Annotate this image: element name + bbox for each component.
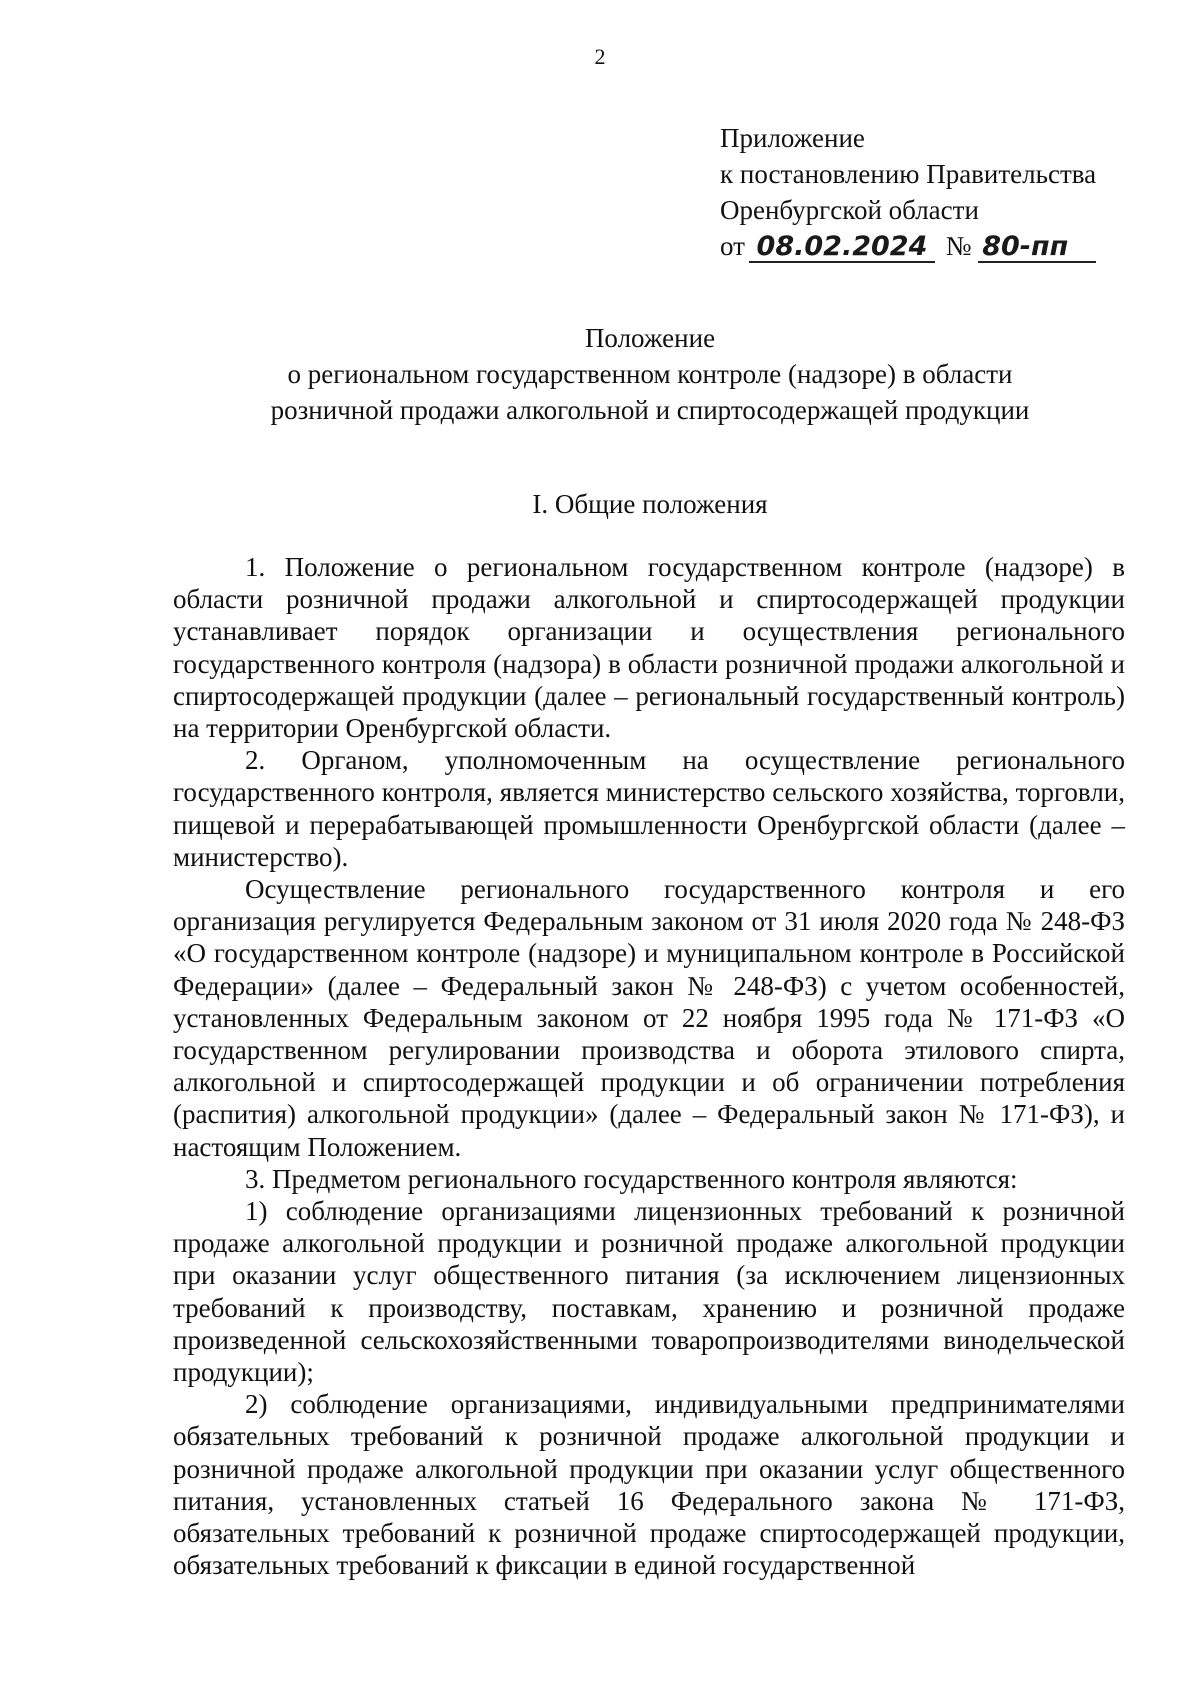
annex-block <box>720 120 1096 264</box>
document-title <box>170 320 1130 428</box>
annex-date-handwritten: 08.02.2024 <box>749 233 935 263</box>
document-body <box>173 551 1125 1582</box>
annex-number-sign: № <box>945 231 972 261</box>
paragraph: 2. Органом, уполномоченным на осуществление регионального государственного контроля, является министерство сельского хозяйства, торговли, пищевой и перерабатывающей промышленности Оренбургской области (далее – министерство). <box>173 745 1125 872</box>
annex-date-line <box>720 228 1096 264</box>
page-number: 2 <box>594 44 606 69</box>
paragraph: 2) соблюдение организациями, индивидуальными предпринимателями обязательных требований к розничной продаже алкогольной продукции и розничной продаже алкогольной продукции при оказании услуг общественного питания, установленных статьей 16 Федерального закона № 171-ФЗ, обязательных требований к розничной продаже спиртосодержащей продукции, обязательных требований к фиксации в единой государственной <box>173 1389 1125 1581</box>
annex-line-2: к постановлению Правительства <box>720 159 1097 189</box>
paragraph: 3. Предметом регионального государственного контроля являются: <box>245 1163 1018 1194</box>
annex-number-handwritten: 80-пп <box>978 233 1096 263</box>
paragraph: Осуществление регионального государственного контроля и его организация регулируется Федеральным законом от 31 июля 2020 года № 248-ФЗ «О государственном контроле (надзоре) и муниципальном контроле в Российской Федерации» (далее – Федеральный закон № 248-ФЗ) с учетом особенностей, установленных Федеральным законом от 22 ноября 1995 года № 171-ФЗ «О государственном регулировании производства и оборота этилового спирта, алкогольной и спиртосодержащей продукции и об ограничении потребления (распития) алкогольной продукции» (далее – Федеральный закон № 171-ФЗ), и настоящим Положением. <box>173 874 1125 1162</box>
title-line-3: розничной продажи алкогольной и спиртосодержащей продукции <box>270 395 1030 425</box>
paragraph: 1. Положение о региональном государственном контроле (надзоре) в области розничной продажи алкогольной и спиртосодержащей продукции устанавливает порядок организации и осуществления регионального государственного контроля (надзора) в области розничной продажи алкогольной и спиртосодержащей продукции (далее – региональный государственный контроль) на территории Оренбургской области. <box>173 552 1125 744</box>
title-line-2: о региональном государственном контроле (надзоре) в области <box>287 359 1013 389</box>
annex-line-3: Оренбургской области <box>720 195 979 225</box>
paragraph: 1) соблюдение организациями лицензионных требований к розничной продаже алкогольной продукции и розничной продаже алкогольной продукции при оказании услуг общественного питания (за исключением лицензионных требований к производству, поставкам, хранению и розничной продаже произведенной сельскохозяйственными товаропроизводителями винодельческой продукции); <box>173 1196 1125 1388</box>
annex-from-prefix: от <box>720 231 745 261</box>
section-heading: I. Общие положения <box>532 489 768 519</box>
annex-line-1: Приложение <box>720 123 865 153</box>
title-line-1: Положение <box>584 323 716 353</box>
